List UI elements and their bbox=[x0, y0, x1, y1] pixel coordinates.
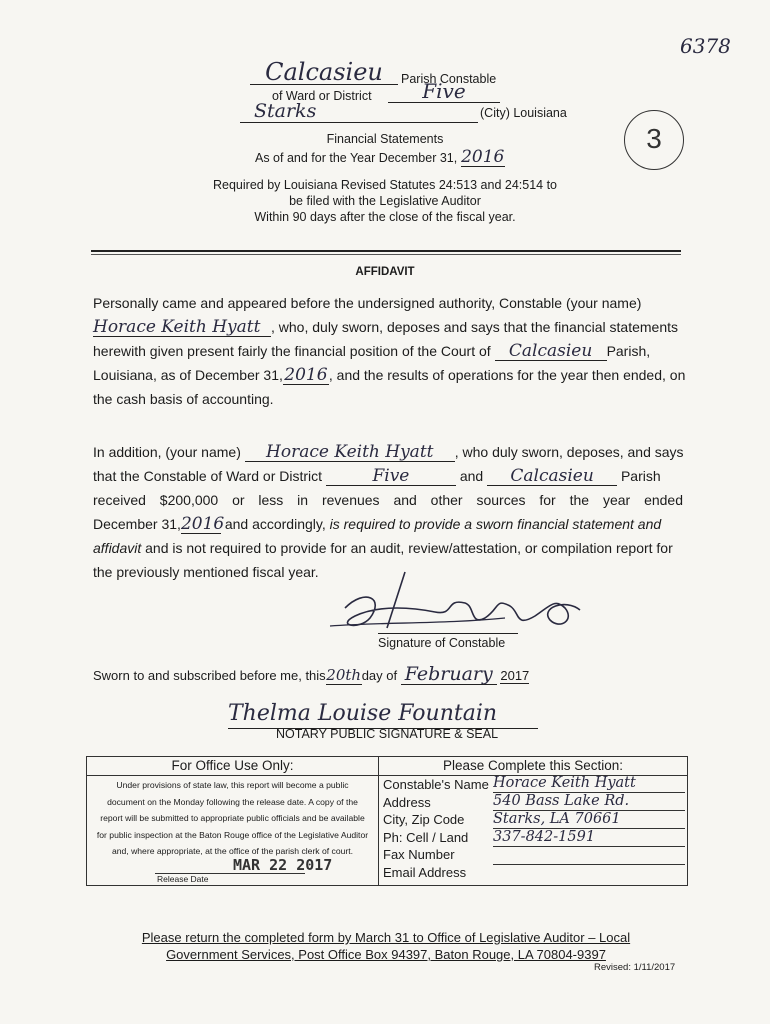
sworn-line bbox=[93, 664, 529, 685]
footer-return-line-2: Government Services, Post Office Box 94397, Baton Rouge, LA 70804-9397 bbox=[166, 947, 606, 962]
office-provisions-text bbox=[89, 777, 376, 860]
p2-parish-value: Calcasieu bbox=[487, 467, 617, 486]
financial-statements-title: Financial Statements bbox=[326, 132, 444, 146]
city-label: (City) Louisiana bbox=[480, 106, 567, 120]
sworn-month-value: February bbox=[401, 664, 497, 685]
affidavit-paragraph-1 bbox=[93, 291, 686, 411]
email-label: Email Address bbox=[383, 864, 467, 880]
footer-return-line-1: Please return the completed form by March 31 to Office of Legislative Auditor – Local bbox=[141, 930, 631, 945]
signature-of-constable-label: Signature of Constable bbox=[378, 636, 506, 650]
p2-parish-label: Parish bbox=[620, 468, 661, 484]
fax-value bbox=[493, 847, 685, 865]
office-text-line: Under provisions of state law, this report will become a public bbox=[116, 780, 349, 790]
sworn-day-value: 20th bbox=[326, 666, 362, 684]
p1-constable-name: Horace Keith Hyatt bbox=[93, 318, 271, 337]
p1-parish-value: Calcasieu bbox=[495, 342, 607, 361]
p2-line-2-text: that the Constable of Ward or District bbox=[93, 468, 323, 484]
office-text-line: report will be submitted to appropriate public officials and be available bbox=[100, 813, 365, 823]
p2-line-last: the previously mentioned fiscal year. bbox=[93, 564, 319, 580]
notary-label: NOTARY PUBLIC SIGNATURE & SEAL bbox=[276, 727, 499, 741]
p1-parish-label: Parish, bbox=[606, 343, 651, 359]
constable-name-value: Horace Keith Hyatt bbox=[493, 775, 685, 793]
ward-district-label: of Ward or District bbox=[272, 89, 372, 103]
office-text-line: for public inspection at the Baton Rouge office of the Legislative Auditor bbox=[96, 829, 369, 840]
p1-line-2 bbox=[93, 315, 683, 339]
as-of-year-value: 2016 bbox=[461, 147, 505, 167]
required-line-3: Within 90 days after the close of the fiscal year. bbox=[254, 210, 516, 224]
sworn-day-label: day of bbox=[361, 668, 398, 683]
p1-year-value: 2016 bbox=[284, 365, 328, 385]
p1-line-3-text: herewith given present fairly the financial position of the Court of bbox=[93, 343, 491, 359]
affidavit-heading: AFFIDAVIT bbox=[355, 266, 415, 278]
city-zip-value: Starks, LA 70661 bbox=[493, 811, 685, 829]
p2-year-value: 2016 bbox=[180, 514, 225, 534]
p1-line-1: Personally came and appeared before the undersigned authority, Constable (your name) bbox=[93, 295, 642, 311]
revised-date: Revised: 1/11/2017 bbox=[594, 962, 676, 973]
release-date-stamp: MAR 22 2017 bbox=[233, 856, 333, 874]
p2-line-1-rest: , who duly sworn, deposes, and says bbox=[454, 444, 684, 460]
release-date-label: Release Date bbox=[157, 874, 209, 884]
office-text-line: document on the Monday following the release date. A copy of the bbox=[107, 796, 358, 807]
p1-line-4-rest: , and the results of operations for the year then ended, on bbox=[328, 367, 686, 383]
circled-number-stamp bbox=[624, 110, 684, 170]
office-use-title: For Office Use Only: bbox=[87, 757, 379, 776]
required-line-1: Required by Louisiana Revised Statutes 24:513 and 24:514 to bbox=[213, 178, 557, 192]
p2-line-3: received $200,000 or less in revenues and other sources for the year ended bbox=[93, 492, 683, 508]
p2-line-2 bbox=[93, 464, 683, 488]
office-divider bbox=[378, 757, 379, 885]
as-of-year-line bbox=[255, 148, 575, 167]
constable-name-label: Constable's Name bbox=[383, 777, 489, 792]
p1-line-5: the cash basis of accounting. bbox=[93, 391, 274, 407]
p2-constable-name: Horace Keith Hyatt bbox=[245, 443, 455, 462]
p2-line-1 bbox=[93, 440, 683, 464]
parish-constable-label: Parish Constable bbox=[401, 72, 497, 86]
address-value: 540 Bass Lake Rd. bbox=[493, 793, 685, 811]
p2-line-1-text: In addition, (your name) bbox=[93, 444, 241, 460]
city-value: Starks bbox=[240, 100, 478, 123]
p1-line-3 bbox=[93, 339, 683, 363]
p2-line-4-text: December 31, bbox=[93, 516, 181, 532]
p1-line-4 bbox=[93, 363, 686, 387]
p2-ward-value: Five bbox=[326, 467, 456, 486]
p1-line-2-text: , who, duly sworn, deposes and says that the financial statements bbox=[271, 319, 679, 335]
sworn-text: Sworn to and subscribed before me, this bbox=[93, 668, 326, 683]
corner-handwritten-number: 6378 bbox=[680, 34, 731, 58]
address-label: Address bbox=[383, 794, 431, 810]
phone-value: 337-842-1591 bbox=[493, 829, 685, 847]
p2-line-4 bbox=[93, 512, 683, 560]
p2-rest-text: and is not required to provide for an audit, review/attestation, or compilation report for bbox=[141, 540, 673, 556]
please-complete-title: Please Complete this Section: bbox=[379, 757, 687, 776]
as-of-year-text: As of and for the Year December 31, bbox=[255, 151, 458, 165]
ward-district-value: Five bbox=[388, 80, 500, 103]
city-zip-label: City, Zip Code bbox=[383, 812, 465, 827]
p2-and: and bbox=[459, 468, 484, 484]
p2-accordingly: and accordingly, bbox=[220, 516, 330, 532]
affidavit-paragraph-2 bbox=[93, 440, 683, 584]
fax-label: Fax Number bbox=[383, 847, 455, 862]
parish-name-value: Calcasieu bbox=[250, 60, 398, 85]
sworn-year: 2017 bbox=[500, 668, 530, 683]
p1-line-4-text: Louisiana, as of December 31, bbox=[93, 367, 283, 383]
phone-label: Ph: Cell / Land bbox=[383, 829, 469, 845]
header-divider bbox=[91, 250, 681, 255]
circled-number: 3 bbox=[646, 123, 662, 154]
p2-italic-text: is required to provide a sworn financial statement and affidavit bbox=[93, 516, 662, 556]
required-line-2: be filed with the Legislative Auditor bbox=[289, 194, 481, 208]
notary-signature: Thelma Louise Fountain bbox=[228, 700, 538, 729]
signature-line bbox=[378, 633, 518, 634]
office-text-line: and, where appropriate, at the office of the parish clerk of court. bbox=[111, 846, 354, 856]
office-section bbox=[86, 756, 688, 886]
